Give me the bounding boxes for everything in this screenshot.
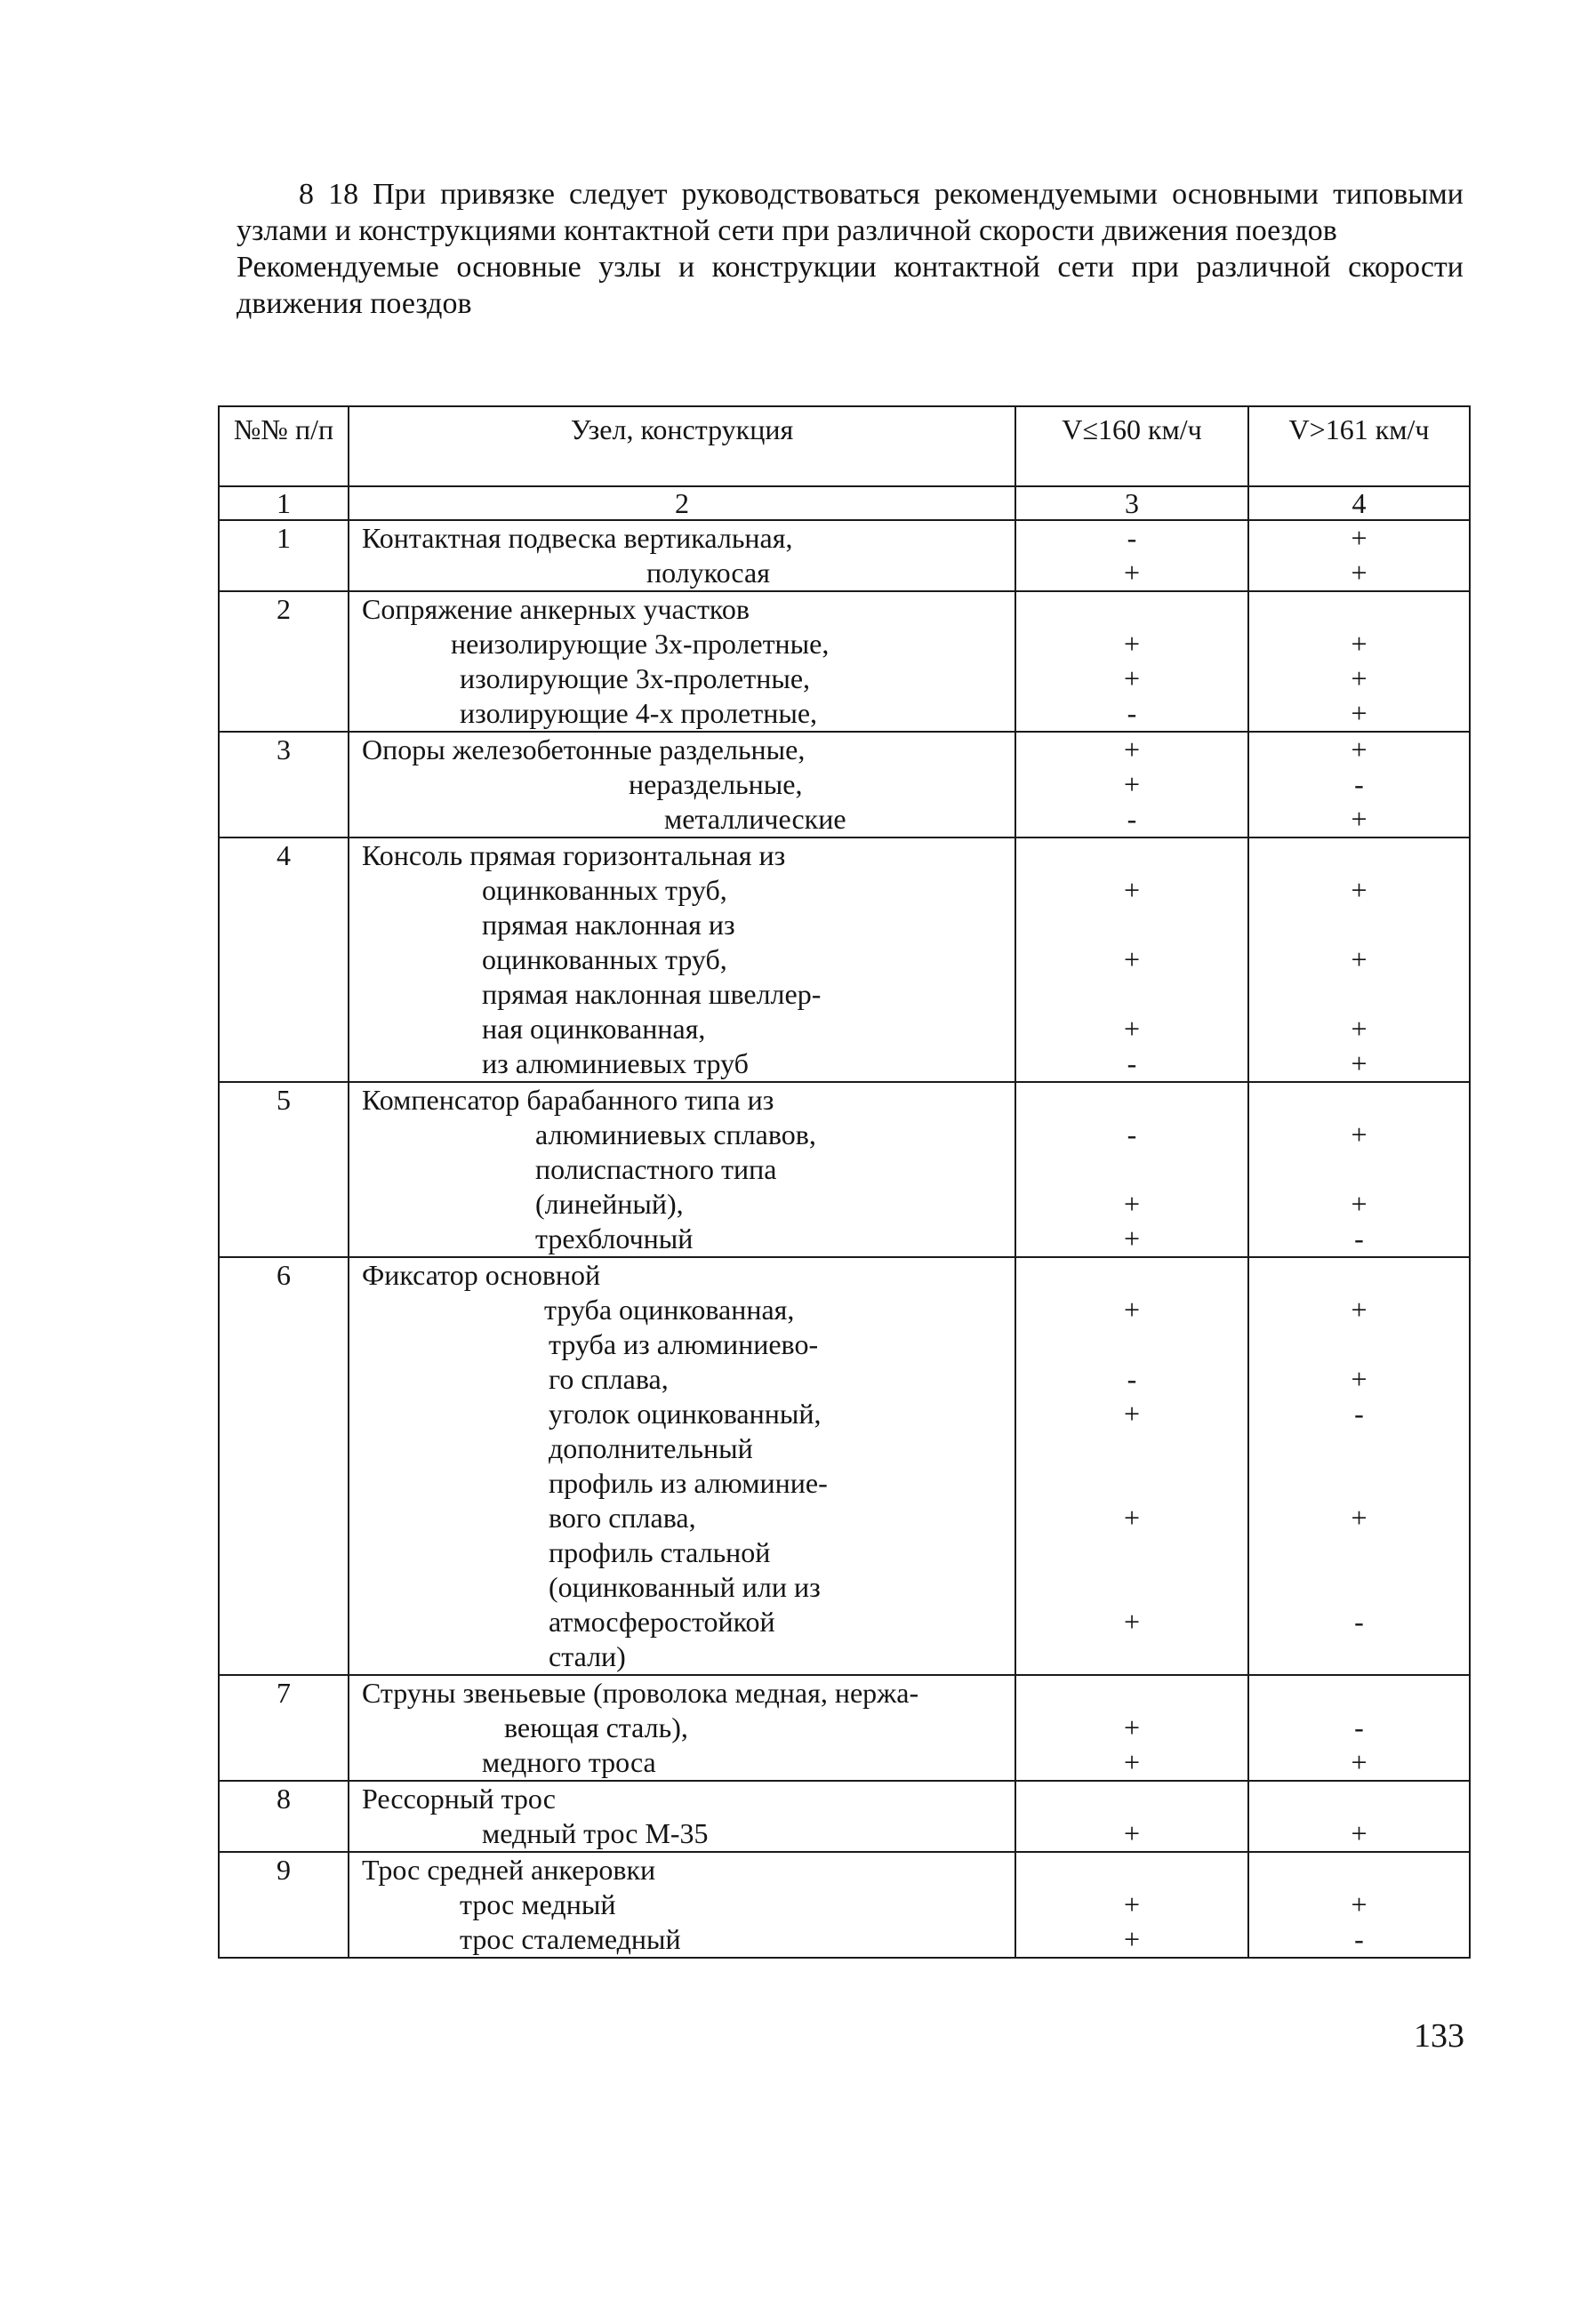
description-line: медный трос М-35 [482,1817,709,1849]
description-line: Рессорный трос [362,1783,556,1815]
description-line: прямая наклонная швеллер- [482,978,822,1010]
header-cell-number: №№ п/п [219,406,349,486]
speed-high-marks [1248,591,1470,732]
description-line: Сопряжение анкерных участков [362,593,750,625]
applicability-mark: + [1123,1013,1141,1045]
applicability-mark [1016,908,1247,942]
row-number: 7 [219,1675,349,1781]
applicability-mark: + [1123,557,1141,589]
description-line: Контактная подвеска вертикальная, [362,522,793,554]
speed-low-marks [1015,1082,1248,1257]
applicability-mark: - [1127,1118,1137,1150]
table-row [219,1781,1470,1852]
applicability-mark [1016,1535,1247,1570]
row-number: 5 [219,1082,349,1257]
description-line: из алюминиевых труб [482,1047,749,1079]
applicability-mark [1016,1782,1247,1816]
description-line: труба из алюминиево- [549,1328,819,1360]
applicability-mark [1016,1152,1247,1187]
speed-high-marks [1248,837,1470,1082]
speed-high-marks [1248,1257,1470,1675]
page-number: 133 [1414,2017,1464,2055]
node-description [349,732,1015,837]
description-line: атмосферостойкой [549,1606,775,1638]
speed-low-marks [1015,732,1248,837]
applicability-mark: + [1123,1606,1141,1638]
applicability-mark: + [1351,1363,1367,1395]
description-line: Фиксатор основной [362,1259,601,1291]
description-line: (линейный), [535,1188,684,1220]
applicability-mark: - [1354,1398,1364,1430]
applicability-mark: + [1351,1746,1367,1778]
node-description [349,1781,1015,1852]
column-number: 1 [219,486,349,520]
applicability-mark: - [1127,522,1137,554]
speed-low-marks [1015,591,1248,732]
column-number: 3 [1015,486,1248,520]
description-line: нераздельные, [629,768,803,800]
table-row [219,1852,1470,1958]
applicability-mark: + [1351,662,1367,694]
applicability-mark [1249,1676,1469,1711]
applicability-mark: - [1127,803,1137,835]
applicability-mark: - [1354,1606,1364,1638]
node-description [349,1257,1015,1675]
speed-high-marks [1248,1675,1470,1781]
applicability-mark [1249,908,1469,942]
applicability-mark [1016,1466,1247,1501]
applicability-mark: + [1351,1047,1367,1079]
table-row [219,1082,1470,1257]
applicability-mark: + [1123,874,1141,906]
description-line: Компенсатор барабанного типа из [362,1084,774,1116]
column-number-row [219,486,1470,520]
applicability-mark: + [1123,1398,1141,1430]
intro-text [237,176,1464,322]
description-line: стали) [549,1640,626,1672]
column-number: 4 [1248,486,1470,520]
header-cell-node: Узел, конструкция [349,406,1015,486]
applicability-mark [1016,1431,1247,1466]
description-line: (оцинкованный или из [549,1571,821,1603]
description-line: прямая наклонная из [482,909,735,941]
speed-low-marks [1015,1781,1248,1852]
applicability-mark [1249,1782,1469,1816]
table-row [219,591,1470,732]
node-description [349,591,1015,732]
speed-low-marks [1015,1675,1248,1781]
applicability-mark [1016,1676,1247,1711]
description-line: полукосая [646,557,770,589]
applicability-mark [1249,1083,1469,1118]
applicability-mark: + [1123,1923,1141,1955]
applicability-mark [1249,592,1469,627]
row-number: 1 [219,520,349,591]
row-number: 6 [219,1257,349,1675]
header-row [219,406,1470,486]
description-line: оцинкованных труб, [482,943,727,975]
applicability-mark: + [1351,874,1367,906]
applicability-mark: + [1351,1888,1367,1920]
speed-high-marks [1248,1781,1470,1852]
description-line: Струны звеньевые (проволока медная, нержа- [362,1677,919,1709]
table-caption: Рекомендуемые основные узлы и конструкции контактной сети при различной скорости движения поездов [237,251,1464,320]
applicability-mark: + [1123,1817,1141,1849]
applicability-mark: + [1351,557,1367,589]
applicability-mark [1249,838,1469,873]
table-row [219,1675,1470,1781]
applicability-mark [1016,838,1247,873]
description-line: трос сталемедный [460,1923,681,1955]
description-line: Трос средней анкеровки [362,1854,656,1886]
applicability-mark [1249,1639,1469,1674]
column-number: 2 [349,486,1015,520]
description-line: уголок оцинкованный, [549,1398,822,1430]
description-line: полиспастного типа [535,1153,777,1185]
applicability-mark: + [1123,733,1141,765]
description-line: трехблочный [535,1222,694,1254]
applicability-mark [1249,1258,1469,1293]
applicability-mark [1249,1152,1469,1187]
speed-high-marks [1248,520,1470,591]
description-line: изолирующие 4-х пролетные, [460,697,818,729]
node-description [349,1852,1015,1958]
description-line: Опоры железобетонные раздельные, [362,733,806,765]
applicability-mark: + [1351,1817,1367,1849]
speed-low-marks [1015,520,1248,591]
applicability-mark: + [1123,1711,1141,1743]
nodes-table [218,405,1471,1959]
description-line: веющая сталь), [504,1711,688,1743]
description-line: медного троса [482,1746,656,1778]
applicability-mark: + [1351,1118,1367,1150]
row-number: 8 [219,1781,349,1852]
applicability-mark [1016,1327,1247,1362]
description-line: неизолирующие 3х-пролетные, [451,628,830,660]
applicability-mark [1249,1431,1469,1466]
table-row [219,837,1470,1082]
description-line: оцинкованных труб, [482,874,727,906]
speed-low-marks [1015,1852,1248,1958]
applicability-mark [1016,1083,1247,1118]
applicability-mark: - [1354,1222,1364,1254]
speed-low-marks [1015,837,1248,1082]
applicability-mark [1016,1258,1247,1293]
header-cell-speed-low: V≤160 км/ч [1015,406,1248,486]
applicability-mark [1016,1570,1247,1605]
description-line: вого сплава, [549,1502,696,1534]
table-row [219,1257,1470,1675]
speed-high-marks [1248,732,1470,837]
speed-high-marks [1248,1082,1470,1257]
applicability-mark [1249,1535,1469,1570]
applicability-mark: + [1123,1746,1141,1778]
applicability-mark [1016,1639,1247,1674]
applicability-mark: - [1127,1363,1137,1395]
speed-high-marks [1248,1852,1470,1958]
description-line: профиль стальной [549,1536,771,1568]
description-line: ная оцинкованная, [482,1013,706,1045]
applicability-mark: - [1354,1711,1364,1743]
applicability-mark: - [1127,697,1137,729]
intro-paragraph: 8 18 При привязке следует руководствоваться рекомендуемыми основными типовыми узлами и конструкциями контактной сети при различной скорости движения поездов [237,178,1464,247]
applicability-mark: + [1351,628,1367,660]
applicability-mark: + [1351,1013,1367,1045]
applicability-mark: + [1123,628,1141,660]
description-line: Консоль прямая горизонтальная из [362,839,786,871]
applicability-mark [1016,1853,1247,1887]
row-number: 3 [219,732,349,837]
applicability-mark: + [1123,1222,1141,1254]
applicability-mark: + [1351,1294,1367,1326]
applicability-mark: - [1354,768,1364,800]
applicability-mark: + [1123,1294,1141,1326]
applicability-mark [1016,977,1247,1012]
node-description [349,1082,1015,1257]
applicability-mark: + [1123,1888,1141,1920]
description-line: го сплава, [549,1363,669,1395]
applicability-mark: + [1351,943,1367,975]
applicability-mark: + [1123,662,1141,694]
applicability-mark: + [1123,1188,1141,1220]
applicability-mark [1249,977,1469,1012]
description-line: изолирующие 3х-пролетные, [460,662,811,694]
description-line: профиль из алюминие- [549,1467,828,1499]
table-row [219,520,1470,591]
applicability-mark [1016,592,1247,627]
description-line: трос медный [460,1888,616,1920]
row-number: 4 [219,837,349,1082]
description-line: труба оцинкованная, [544,1294,795,1326]
applicability-mark [1249,1327,1469,1362]
applicability-mark: + [1351,733,1367,765]
header-cell-speed-high: V>161 км/ч [1248,406,1470,486]
applicability-mark: + [1351,1502,1367,1534]
row-number: 9 [219,1852,349,1958]
applicability-mark: + [1351,803,1367,835]
applicability-mark: + [1123,943,1141,975]
node-description [349,1675,1015,1781]
applicability-mark: - [1127,1047,1137,1079]
applicability-mark: + [1351,1188,1367,1220]
applicability-mark [1249,1853,1469,1887]
description-line: дополнительный [549,1432,753,1464]
applicability-mark: + [1351,697,1367,729]
table-row [219,732,1470,837]
applicability-mark: + [1123,768,1141,800]
applicability-mark [1249,1466,1469,1501]
description-line: металлические [664,803,846,835]
applicability-mark: - [1354,1923,1364,1955]
applicability-mark: + [1351,522,1367,554]
applicability-mark [1249,1570,1469,1605]
node-description [349,837,1015,1082]
applicability-mark: + [1123,1502,1141,1534]
description-line: алюминиевых сплавов, [535,1118,816,1150]
speed-low-marks [1015,1257,1248,1675]
row-number: 2 [219,591,349,732]
node-description [349,520,1015,591]
